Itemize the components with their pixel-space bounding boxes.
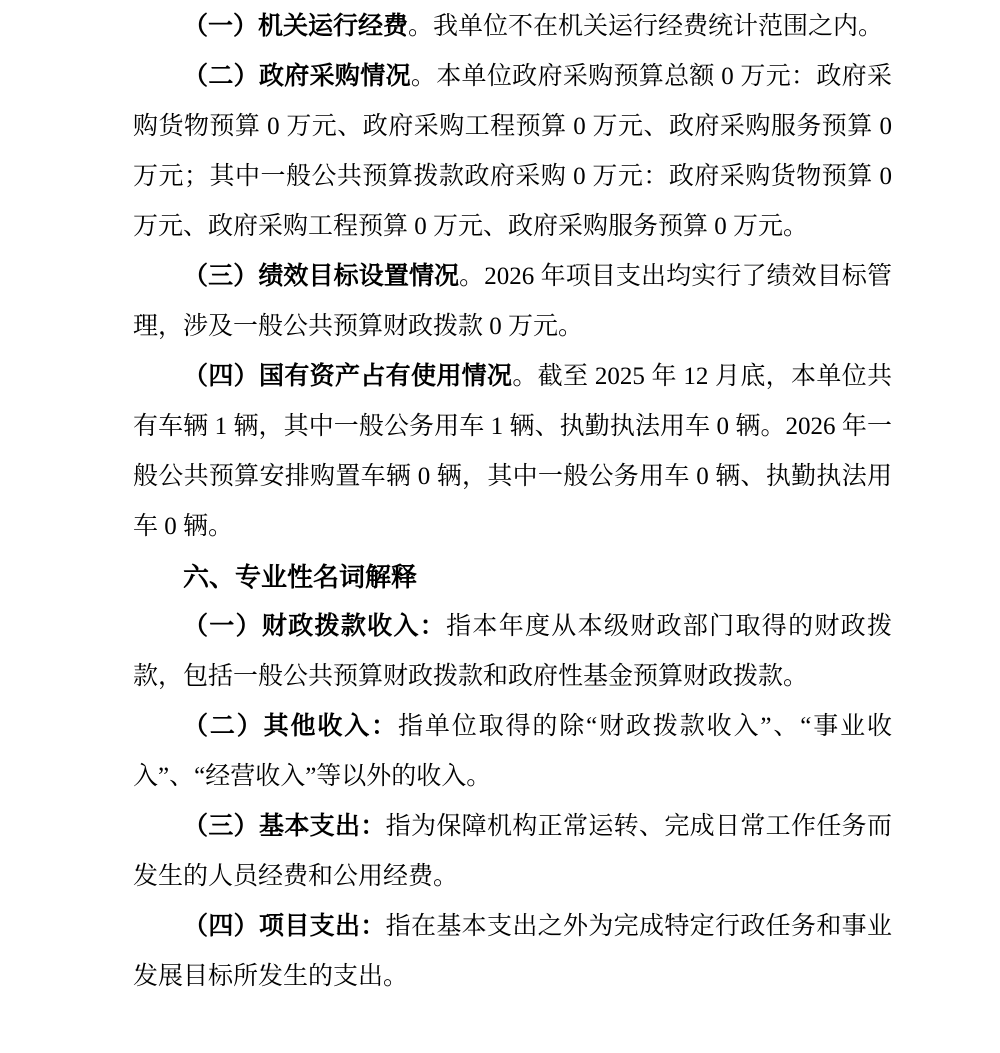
- section-heading-glossary: 六、专业性名词解释: [183, 562, 418, 592]
- term-label: （二）其他收入：: [183, 713, 399, 740]
- term-definition: 指本年度从本级财政部门取得的财政拨款，包括一般公共预算财政拨款和政府性基金预算财政拨款。: [133, 613, 892, 690]
- paragraph-organ-operating-funds: [133, 2, 892, 52]
- paragraph-performance-targets: [133, 252, 892, 352]
- term-label: （三）基本支出：: [183, 813, 386, 840]
- paragraph-body: 。2026 年项目支出均实行了绩效目标管理，涉及一般公共预算财政拨款 0 万元。: [133, 263, 892, 340]
- term-definition: 指单位取得的除“财政拨款收入”、“事业收入”、“经营收入”等以外的收入。: [133, 713, 892, 790]
- term-label: （一）财政拨款收入：: [183, 613, 447, 640]
- paragraph-body: 。我单位不在机关运行经费统计范围之内。: [408, 13, 884, 40]
- paragraph-lead: （四）国有资产占有使用情况: [183, 363, 513, 390]
- definition-basic-expenditure: [133, 802, 892, 902]
- definition-fiscal-appropriation-income: [133, 602, 892, 702]
- paragraph-lead: （二）政府采购情况: [183, 63, 411, 90]
- term-definition: 指在基本支出之外为完成特定行政任务和事业发展目标所发生的支出。: [133, 913, 892, 990]
- paragraph-body: 。本单位政府采购预算总额 0 万元：政府采购货物预算 0 万元、政府采购工程预算 0 万元、政府采购服务预算 0 万元；其中一般公共预算拨款政府采购 0 万元：政府采购货物预算 0 万元、政府采购工程预算 0 万元、政府采购服务预算 0 万元。: [133, 63, 892, 240]
- term-definition: 指为保障机构正常运转、完成日常工作任务而发生的人员经费和公用经费。: [133, 813, 892, 890]
- paragraph-lead: （三）绩效目标设置情况: [183, 263, 460, 290]
- paragraph-lead: （一）机关运行经费: [183, 13, 409, 40]
- paragraph-state-owned-assets: [133, 352, 892, 552]
- paragraph-government-procurement: [133, 52, 892, 252]
- paragraph-body: 。截至 2025 年 12 月底，本单位共有车辆 1 辆，其中一般公务用车 1 辆、执勤执法用车 0 辆。2026 年一般公共预算安排购置车辆 0 辆，其中一般公务用车 0 辆、执勤执法用车 0 辆。: [133, 363, 892, 540]
- definition-project-expenditure: [133, 902, 892, 1002]
- definition-other-income: [133, 702, 892, 802]
- term-label: （四）项目支出：: [183, 913, 386, 940]
